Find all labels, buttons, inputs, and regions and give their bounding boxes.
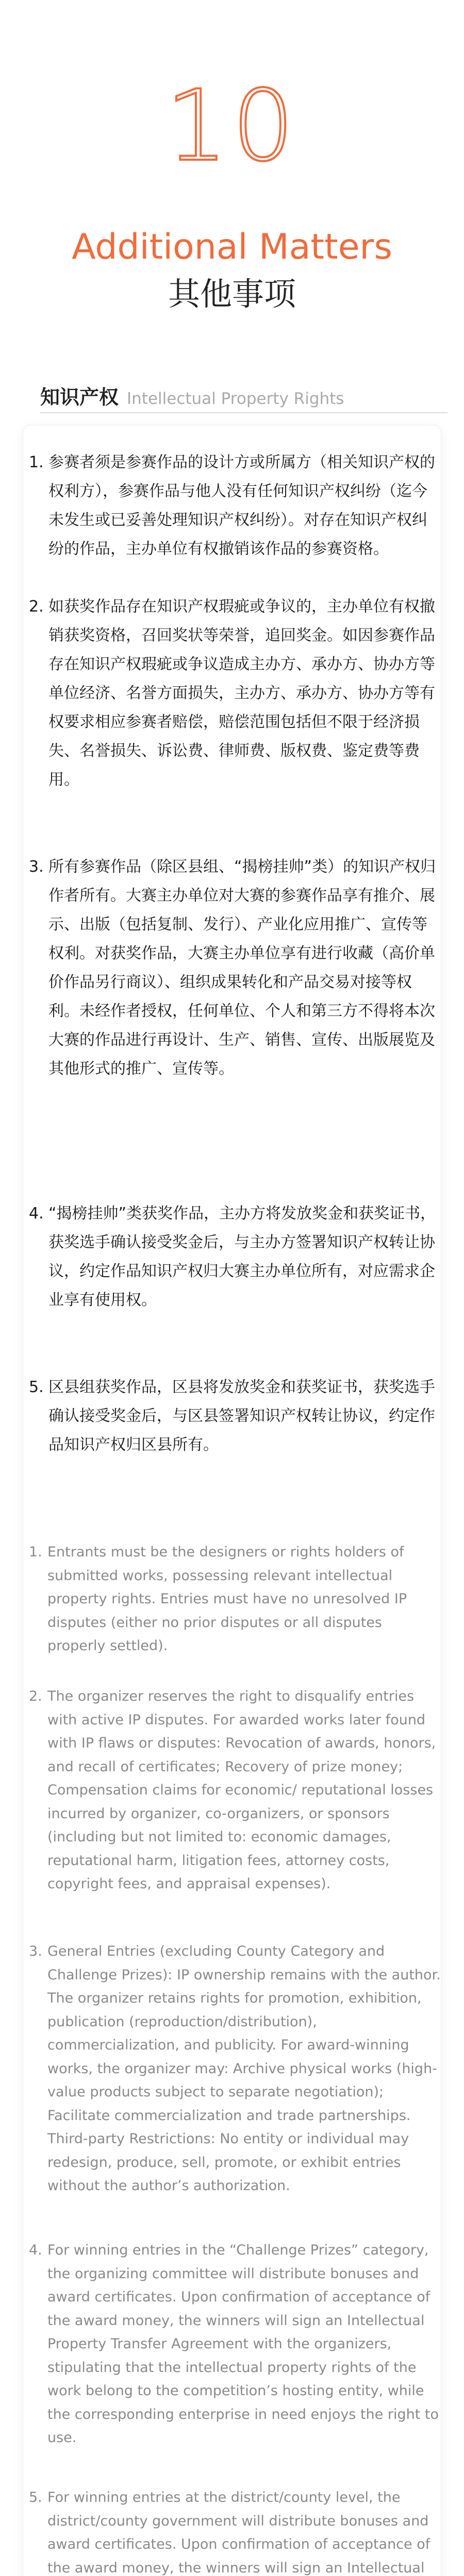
- page-title-cn: 其他事项: [168, 275, 296, 313]
- ip-item-cn-4-text: “揭榜挂帅”类获奖作品，主办方将发放奖金和获奖证书，获奖选手确认接受奖金后，与主办方签署知识产权转让协议，约定作品知识产权归大赛主办单位所有，对应需求企业享有使用权。: [48, 1205, 436, 1309]
- ip-section-heading: [40, 381, 344, 410]
- ip-item-en-5: [24, 2486, 441, 2576]
- ip-item-en-2-text: The organizer reserves the right to disqualify entries with active IP disputes. For awarded works later found with IP flaws or disputes: Revocation of awards, honors, and recall of certificates; Recovery of prize money; Compensation claims for economic/ reputational losses incurred by organizer, co-organizers, or sponsors (including but not limited to: economic damages, reputational harm, litigation fees, attorney costs, copyright fees, and appraisal expenses).: [47, 1688, 436, 1892]
- ip-item-cn-3-text: 所有参赛作品（除区县组、“揭榜挂帅”类）的知识产权归作者所有。大赛主办单位对大赛的参赛作品享有推介、展示、出版（包括复制、发行）、产业化应用推广、宣传等权利。对获奖作品，大赛主办单位享有进行收藏（高价单价作品另行商议）、组织成果转化和产品交易对接等权利。未经作者授权，任何单位、个人和第三方不得将本次大赛的作品进行再设计、生产、销售、宣传、出版展览及其他形式的推广、宣传等。: [48, 858, 436, 1078]
- ip-item-en-1-number: 1.: [29, 1544, 42, 1560]
- ip-item-cn-2-number: 2.: [29, 598, 44, 616]
- ip-item-cn-5-number: 5.: [29, 1378, 44, 1396]
- section-number: 10: [165, 69, 299, 183]
- ip-heading-cn: 知识产权: [40, 386, 119, 409]
- ip-item-en-1: [24, 1540, 441, 1658]
- ip-item-cn-2-text: 如获奖作品存在知识产权瑕疵或争议的，主办单位有权撤销获奖资格，召回奖状等荣誉，追回奖金。如因参赛作品存在知识产权瑕疵或争议造成主办方、承办方、协办方等单位经济、名誉方面损失，主办方、承办方、协办方等有权要求相应参赛者赔偿，赔偿范围包括但不限于经济损失、名誉损失、诉讼费、律师费、版权费、鉴定费等费用。: [48, 598, 435, 789]
- ip-item-en-3-text: General Entries (excluding County Category and Challenge Prizes): IP ownership remains with the author. The organizer retains rights for promotion, exhibition, publication (reproduction/distribution), commercialization, and publicity. For award-winning works, the organizer may: Archive physical works (high-value products subject to separate negotiation); Facilitate commercialization and trade partnerships. Third-party Restrictions: No entity or individual may redesign, produce, sell, promote, or exhibit entries without the author’s authorization.: [47, 1943, 441, 2194]
- ip-item-cn-4-number: 4.: [29, 1205, 44, 1223]
- ip-item-cn-1: [24, 448, 441, 564]
- ip-item-cn-1-number: 1.: [29, 453, 44, 471]
- ip-item-cn-2: [24, 592, 441, 794]
- ip-item-cn-1-text: 参赛者须是参赛作品的设计方或所属方（相关知识产权的权利方），参赛作品与他人没有任何知识产权纠纷（迄今未发生或已妥善处理知识产权纠纷）。对存在知识产权纠纷的作品，主办单位有权撤销该作品的参赛资格。: [48, 453, 435, 558]
- ip-item-cn-5-text: 区县组获奖作品，区县将发放奖金和获奖证书，获奖选手确认接受奖金后，与区县签署知识产权转让协议，约定作品知识产权归区县所有。: [48, 1378, 435, 1454]
- ip-heading-en: Intellectual Property Rights: [127, 389, 344, 408]
- ip-item-en-2: [24, 1685, 441, 1896]
- ip-item-cn-3-number: 3.: [29, 858, 44, 876]
- ip-item-en-4-number: 4.: [29, 2242, 42, 2258]
- ip-item-cn-4: [24, 1199, 441, 1315]
- ip-item-en-2-number: 2.: [29, 1688, 42, 1704]
- ip-item-cn-3: [24, 853, 441, 1083]
- ip-item-en-3: [24, 1940, 441, 2198]
- ip-item-en-5-number: 5.: [29, 2489, 42, 2505]
- page-title-en: Additional Matters: [72, 227, 392, 267]
- ip-item-en-1-text: Entrants must be the designers or rights holders of submitted works, possessing relevant intellectual property rights. Entries must have no unresolved IP disputes (either no prior disputes or all disputes properly settled).: [47, 1544, 407, 1654]
- ip-item-en-5-text: For winning entries at the district/county level, the district/county government will distribute bonuses and award certificates. Upon confirmation of acceptance of the award money, the winners will sign an Intellectual: [47, 2489, 430, 2576]
- ip-item-en-3-number: 3.: [29, 1943, 42, 1959]
- ip-heading-divider: [40, 412, 448, 413]
- ip-item-en-4: [24, 2239, 441, 2450]
- ip-item-cn-5: [24, 1373, 441, 1460]
- ip-item-en-4-text: For winning entries in the “Challenge Prizes” category, the organizing committee will distribute bonuses and award certificates. Upon confirmation of acceptance of the award money, the winners will sign an Intellectual Property Transfer Agreement with the organizers, stipulating that the intellectual property rights of the work belong to the competition’s hosting entity, while the corresponding enterprise in need enjoys the right to use.: [47, 2242, 439, 2446]
